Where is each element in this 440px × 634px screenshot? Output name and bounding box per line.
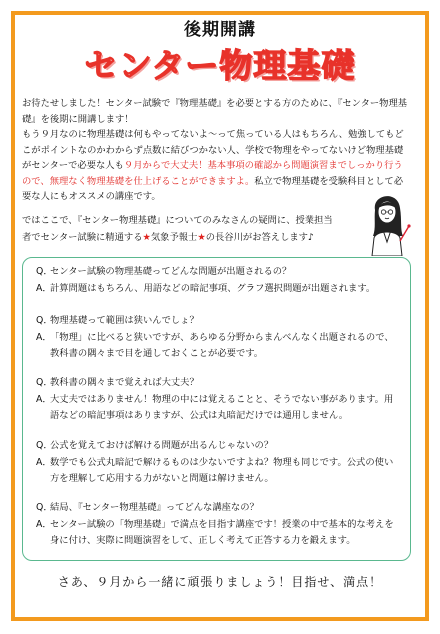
a-marker: A． <box>36 518 52 530</box>
question-text: センター試験の物理基礎ってどんな問題が出題されるの？ <box>50 266 292 277</box>
closing-message: さあ、９月から一緒に頑張りましょう！目指せ、満点！ <box>57 575 383 589</box>
intro-p2-highlight: ９月からで大丈夫！基本事項の確認から問題演習までしっかり行うので、無理なく物理基礎を仕上げることができますよ。 <box>22 160 403 187</box>
qa-lead-line-1: ではここで、『センター物理基礎』についてのみなさんの疑問に、授業担当 <box>22 215 333 226</box>
star-icon: ★ <box>142 232 151 243</box>
intro-paragraph-2 <box>22 127 410 205</box>
q-marker: Q． <box>36 377 53 388</box>
qa-lead-line-2-b: 気象予報士 <box>150 232 198 243</box>
question-text: 結局、『センター物理基礎』ってどんな講座なの？ <box>50 502 259 513</box>
qa-item-5 <box>36 500 401 550</box>
q-marker: Q． <box>36 502 53 513</box>
question-text: 公式を覚えておけば解ける問題が出るんじゃないの？ <box>50 440 274 451</box>
answer-text: 大丈夫ではありません！物理の中には覚えることと、そうでない事があります。用語などの暗記事項はありますが、公式は丸暗記だけでは通用しません。 <box>50 393 394 421</box>
q-marker: Q． <box>36 440 53 451</box>
qa-lead-line-2-c: の長谷川がお答えします♪ <box>205 232 314 243</box>
intro-p2-end: 私立で物理基礎を受験科目として必要な人にもオススメの講座です。 <box>22 175 404 202</box>
teacher-illustration-icon <box>362 186 412 256</box>
page-title: センター物理基礎 <box>84 46 356 85</box>
q-marker: Q． <box>36 315 53 326</box>
answer-text: 計算問題はもちろん、用語などの暗記事項、グラフ選択問題が出題されます。 <box>50 282 376 294</box>
a-marker: A． <box>36 282 52 294</box>
intro-paragraph-1: お待たせしました！センター試験で『物理基礎』を必要とする方のために、『センター物理基礎』を後期に開講します！ <box>22 98 408 125</box>
qa-item-4 <box>36 438 401 488</box>
subtitle: 後期開講 <box>184 20 256 40</box>
answer-text: 「物理」に比べると狭いですが、あらゆる分野からまんべんなく出題されるので、教科書の隅々まで目を通しておくことが必要です。 <box>50 331 394 359</box>
a-marker: A． <box>36 393 52 405</box>
answer-text: センター試験の「物理基礎」で満点を目指す講座です！授業の中で基本的な考えを身に付け、実際に問題演習をして、正しく考えて正答する力を鍛えます。 <box>50 518 394 546</box>
qa-lead-line-2 <box>22 229 362 246</box>
intro-p2-start: もう９月なのに物理基礎は何もやってないよ～って焦っている人はもちろん、勉強してもどこがポイントなのかわからず点数に結びつかない人、学校で物理をやってないけど物理基礎がセンターで必要な人も <box>22 129 404 171</box>
a-marker: A． <box>36 456 52 468</box>
intro-text <box>22 96 410 205</box>
qa-lead-text <box>22 212 362 246</box>
star-icon-2: ★ <box>197 232 206 243</box>
answer-text: 数学でも公式丸暗記で解けるものは少ないですよね？物理も同じです。公式の使い方を理解して応用する力がないと問題は解けません。 <box>50 456 394 484</box>
a-marker: A． <box>36 331 52 343</box>
question-text: 教科書の隅々まで覚えれば大丈夫？ <box>50 377 199 388</box>
qa-item-3 <box>36 375 401 425</box>
qa-item-2 <box>36 313 401 363</box>
q-marker: Q． <box>36 266 53 277</box>
qa-lead-line-2-a: 者でセンター試験に精通する <box>22 232 143 243</box>
question-text: 物理基礎って範囲は狭いんでしょ？ <box>50 315 199 326</box>
qa-item-1 <box>36 264 401 297</box>
